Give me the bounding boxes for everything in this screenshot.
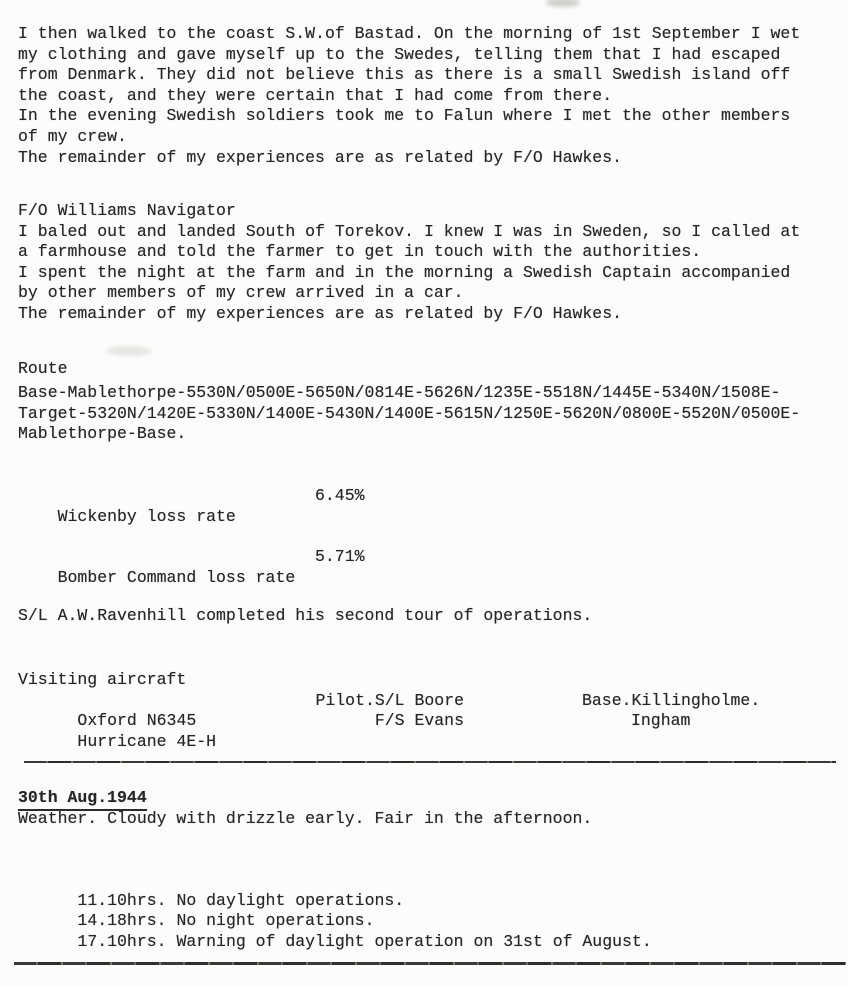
entry-time: 14.18hrs. — [77, 911, 167, 931]
text-line: I then walked to the coast S.W.of Bastad. On the morning of 1st September I wet — [18, 24, 801, 43]
wickenby-loss-rate-row — [18, 486, 618, 526]
text-line: the coast, and they were certain that I had come from there. — [18, 85, 613, 105]
aircraft-cell: Oxford N6345 — [77, 711, 197, 731]
log-entries — [18, 870, 652, 951]
log-date-section — [18, 788, 147, 811]
text-line: In the evening Swedish soldiers took me to Falun where I met the other members — [18, 106, 791, 126]
date-heading: 30th Aug.1944 — [18, 788, 147, 811]
loss-rate-value: 5.71% — [315, 547, 365, 566]
entry-time: 17.10hrs. — [77, 931, 167, 951]
visiting-aircraft-heading: Visiting aircraft — [18, 670, 187, 689]
route-waypoints — [18, 383, 800, 445]
route-line: Base-Mablethorpe-5530N/0500E-5650N/0814E-5626N/1235E-5518N/1445E-5340N/1508E- — [18, 383, 781, 402]
scan-artifact — [106, 346, 152, 356]
escape-account-navigator — [18, 201, 800, 325]
pilot-cell: F/S Evans — [374, 711, 464, 731]
typed-divider-line — [24, 761, 836, 763]
text-line: from Denmark. They did not believe this as there is a small Swedish island off — [18, 65, 791, 85]
entry-text: Warning of daylight operation on 31st of August. — [176, 931, 652, 951]
scan-artifact — [546, 0, 580, 7]
route-line: Mablethorpe-Base. — [18, 424, 187, 444]
route-heading — [18, 359, 68, 380]
weather-note — [18, 809, 592, 830]
text-line: I baled out and landed South of Torekov. I knew I was in Sweden, so I called at — [18, 221, 801, 241]
base-cell: Base.Killingholme. — [582, 690, 761, 710]
ravenhill-note — [18, 606, 592, 627]
loss-rate-value: 6.45% — [315, 486, 365, 505]
text-line: a farmhouse and told the farmer to get in touch with the authorities. — [18, 242, 702, 262]
text-line: of my crew. — [18, 126, 127, 146]
text-line: I spent the night at the farm and in the morning a Swedish Captain accompanied — [18, 262, 791, 282]
note-line: S/L A.W.Ravenhill completed his second tour of operations. — [18, 606, 593, 625]
loss-rate-label: Bomber Command loss rate — [57, 567, 296, 587]
navigator-heading: F/O Williams Navigator — [18, 201, 236, 220]
route-line: Target-5320N/1420E-5330N/1400E-5430N/1400E-5615N/1250E-5620N/0800E-5520N/0500E- — [18, 403, 801, 423]
table-row — [18, 711, 808, 751]
entry-text: No daylight operations. — [176, 890, 405, 910]
aircraft-cell: Hurricane 4E-H — [77, 731, 217, 751]
pilot-cell: Pilot.S/L Boore — [315, 690, 464, 710]
text-line: by other members of my crew arrived in a car. — [18, 283, 464, 303]
base-cell: Ingham — [631, 711, 691, 731]
typed-divider-line — [14, 962, 846, 965]
escape-account-pilot — [18, 24, 800, 168]
entry-time: 11.10hrs. — [77, 890, 167, 910]
entry-text: No night operations. — [176, 911, 375, 931]
weather-line: Weather. Cloudy with drizzle early. Fair in the afternoon. — [18, 809, 593, 828]
text-line: my clothing and gave myself up to the Swedes, telling them that I had escaped — [18, 44, 781, 64]
log-entry — [18, 870, 652, 910]
loss-rate-label: Wickenby loss rate — [57, 506, 236, 526]
bomber-command-loss-rate-row — [18, 547, 618, 587]
text-line: The remainder of my experiences are as related by F/O Hawkes. — [18, 303, 622, 323]
visiting-aircraft-section — [18, 670, 808, 751]
text-line: The remainder of my experiences are as related by F/O Hawkes. — [18, 147, 622, 167]
route-heading-label: Route — [18, 359, 68, 378]
